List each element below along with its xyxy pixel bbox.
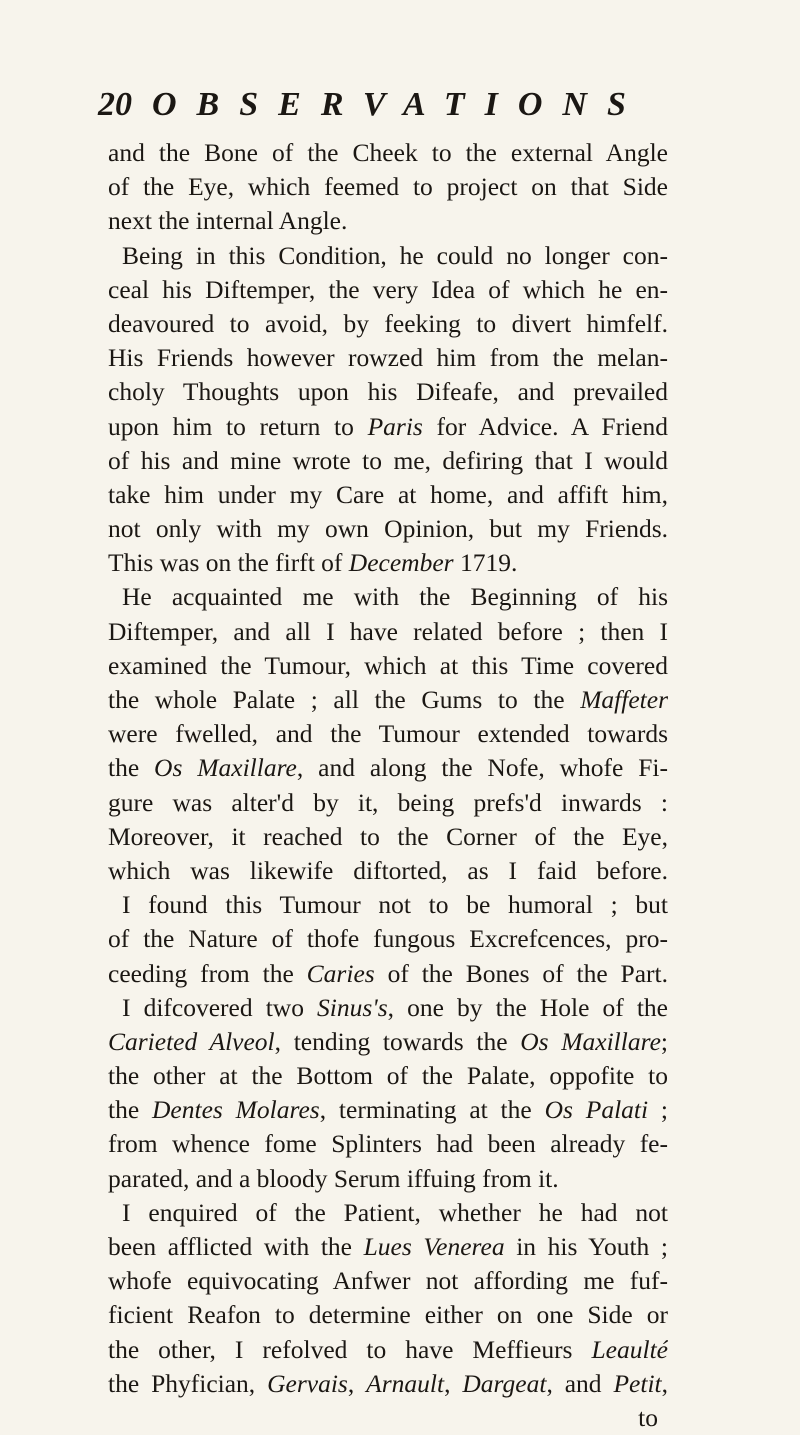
text-line: parated, and a bloody Serum iffuing from it. [108, 1163, 559, 1193]
text-line: were fwelled, and the Tumour extended towards [108, 719, 668, 749]
catchword: to [638, 1402, 658, 1432]
text-line: the other at the Bottom of the Palate, oppofite to [108, 1061, 668, 1091]
text-line: I enquired of the Patient, whether he had not [122, 1197, 668, 1227]
text-line: of his and mine wrote to me, defiring that I would [108, 445, 668, 475]
text-line: deavoured to avoid, by feeking to divert himfelf. [108, 308, 668, 338]
text-line: upon him to return to Paris for Advice. A Friend [108, 411, 668, 441]
text-line: gure was alter'd by it, being prefs'd inwards : [108, 787, 668, 817]
text-line: He acquainted me with the Beginning of his [122, 582, 668, 612]
text-line: whofe equivocating Anfwer not affording me fuf- [108, 1266, 668, 1296]
text-line: Moreover, it reached to the Corner of the Eye, [108, 821, 668, 851]
text-line: Carieted Alveol, tending towards the Os Maxillare; [108, 1026, 668, 1056]
text-line: not only with my own Opinion, but my Friends. [108, 514, 668, 544]
text-line: and the Bone of the Cheek to the external Angle [108, 138, 668, 167]
text-line: of the Nature of thofe fungous Excrefcences, pro- [108, 924, 668, 954]
text-line: ficient Reafon to determine either on one Side or [108, 1300, 668, 1330]
text-line: choly Thoughts upon his Difeafe, and prevailed [108, 377, 668, 407]
running-head: OBSERVATIONS [152, 86, 646, 123]
text-line: take him under my Care at home, and affift him, [108, 479, 668, 509]
text-line: the Dentes Molares, terminating at the Os Palati ; [108, 1095, 668, 1125]
text-line: Diftemper, and all I have related before ; then I [108, 616, 668, 646]
text-line: the Os Maxillare, and along the Nofe, whofe Fi- [108, 753, 668, 783]
text-line: which was likewife diftorted, as I faid before. [108, 855, 668, 885]
text-line: His Friends however rowzed him from the melan- [108, 343, 668, 373]
text-line: ceal his Diftemper, the very Idea of which he en- [108, 274, 668, 304]
text-line: ceeding from the Caries of the Bones of the Part. [108, 958, 668, 988]
text-line: This was on the firft of December 1719. [108, 548, 518, 578]
text-line: the other, I refolved to have Meffieurs Leaulté [108, 1334, 668, 1364]
body-text [108, 136, 668, 1435]
text-line: the Phyfician, Gervais, Arnault, Dargeat, and Petit, [108, 1368, 668, 1398]
page-header [98, 86, 718, 134]
text-line: I found this Tumour not to be humoral ; but [122, 890, 668, 920]
text-line: examined the Tumour, which at this Time covered [108, 650, 668, 680]
text-line: the whole Palate ; all the Gums to the Maffeter [108, 685, 668, 714]
text-line: of the Eye, which feemed to project on that Side [108, 172, 668, 202]
text-line: Being in this Condition, he could no longer con- [122, 240, 668, 270]
page-number: 20 [98, 86, 132, 123]
text-line: from whence fome Splinters had been already fe- [108, 1129, 668, 1159]
text-line: next the internal Angle. [108, 206, 348, 236]
text-line: been afflicted with the Lues Venerea in his Youth ; [108, 1232, 668, 1261]
text-line: I difcovered two Sinus's, one by the Hole of the [122, 992, 668, 1022]
